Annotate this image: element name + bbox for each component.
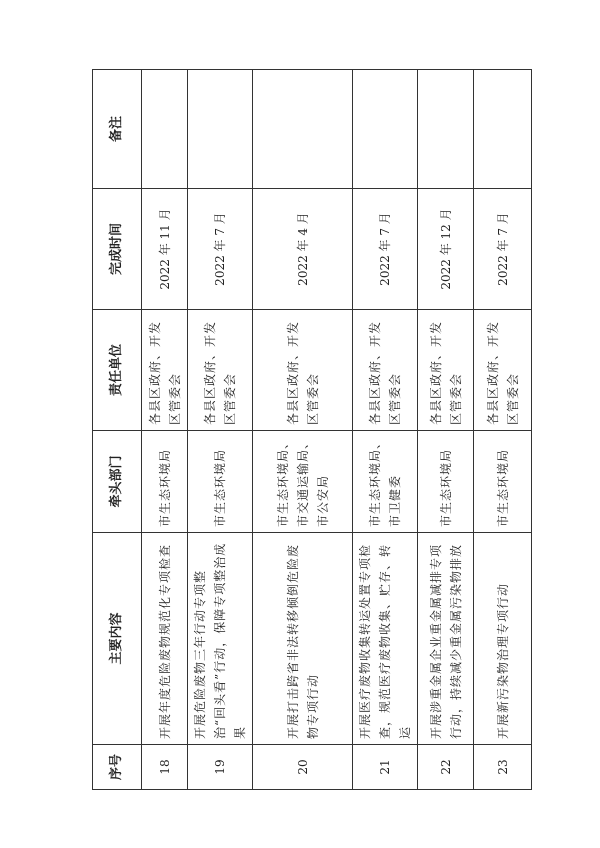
row-unit: 各县区政府、开发区管委会 <box>474 310 532 431</box>
table-row <box>418 70 474 790</box>
row-time: 2022 年 4 月 <box>253 189 353 310</box>
row-time: 2022 年 7 月 <box>353 189 418 310</box>
table-row <box>188 70 253 790</box>
row-note <box>253 70 353 189</box>
row-time: 2022 年 11 月 <box>142 189 188 310</box>
row-time: 2022 年 12 月 <box>418 189 474 310</box>
row-content: 开展年度危险废物规范化专项检查 <box>142 533 188 745</box>
header-content: 主要内容 <box>93 533 142 745</box>
row-dept: 市生态环境局、市交通运输局、市公安局 <box>253 431 353 533</box>
row-note <box>353 70 418 189</box>
task-table <box>92 69 532 790</box>
header-note: 备注 <box>93 70 142 189</box>
row-content: 开展新污染物治理专项行动 <box>474 533 532 745</box>
row-unit: 各县区政府、开发区管委会 <box>253 310 353 431</box>
header-dept: 牵头部门 <box>93 431 142 533</box>
header-row <box>93 70 142 790</box>
row-note <box>142 70 188 189</box>
row-no: 19 <box>188 745 253 790</box>
row-dept: 市生态环境局 <box>474 431 532 533</box>
row-content: 开展涉重金属企业重金属减排专项行动，持续减少重金属污染物排放 <box>418 533 474 745</box>
row-unit: 各县区政府、开发区管委会 <box>353 310 418 431</box>
table-row <box>353 70 418 790</box>
row-no: 20 <box>253 745 353 790</box>
row-unit: 各县区政府、开发区管委会 <box>418 310 474 431</box>
row-time: 2022 年 7 月 <box>188 189 253 310</box>
row-content: 开展打击跨省非法转移倾倒危险废物专项行动 <box>253 533 353 745</box>
row-unit: 各县区政府、开发区管委会 <box>188 310 253 431</box>
row-content: 开展危险废物三年行动专项整治“回头看”行动，保障专项整治成果 <box>188 533 253 745</box>
row-no: 23 <box>474 745 532 790</box>
row-no: 21 <box>353 745 418 790</box>
row-dept: 市生态环境局 <box>188 431 253 533</box>
header-time: 完成时间 <box>93 189 142 310</box>
row-no: 18 <box>142 745 188 790</box>
row-time: 2022 年 7 月 <box>474 189 532 310</box>
rotated-document-page <box>92 70 520 790</box>
row-dept: 市生态环境局 <box>418 431 474 533</box>
table-row <box>474 70 532 790</box>
row-note <box>418 70 474 189</box>
row-content: 开展医疗废物收集转运处置专项检查，规范医疗废物收集、贮存、转运 <box>353 533 418 745</box>
row-dept: 市生态环境局、市卫健委 <box>353 431 418 533</box>
row-note <box>474 70 532 189</box>
table-row <box>142 70 188 790</box>
row-no: 22 <box>418 745 474 790</box>
row-note <box>188 70 253 189</box>
header-unit: 责任单位 <box>93 310 142 431</box>
row-unit: 各县区政府、开发区管委会 <box>142 310 188 431</box>
header-no: 序号 <box>93 745 142 790</box>
table-row <box>253 70 353 790</box>
row-dept: 市生态环境局 <box>142 431 188 533</box>
